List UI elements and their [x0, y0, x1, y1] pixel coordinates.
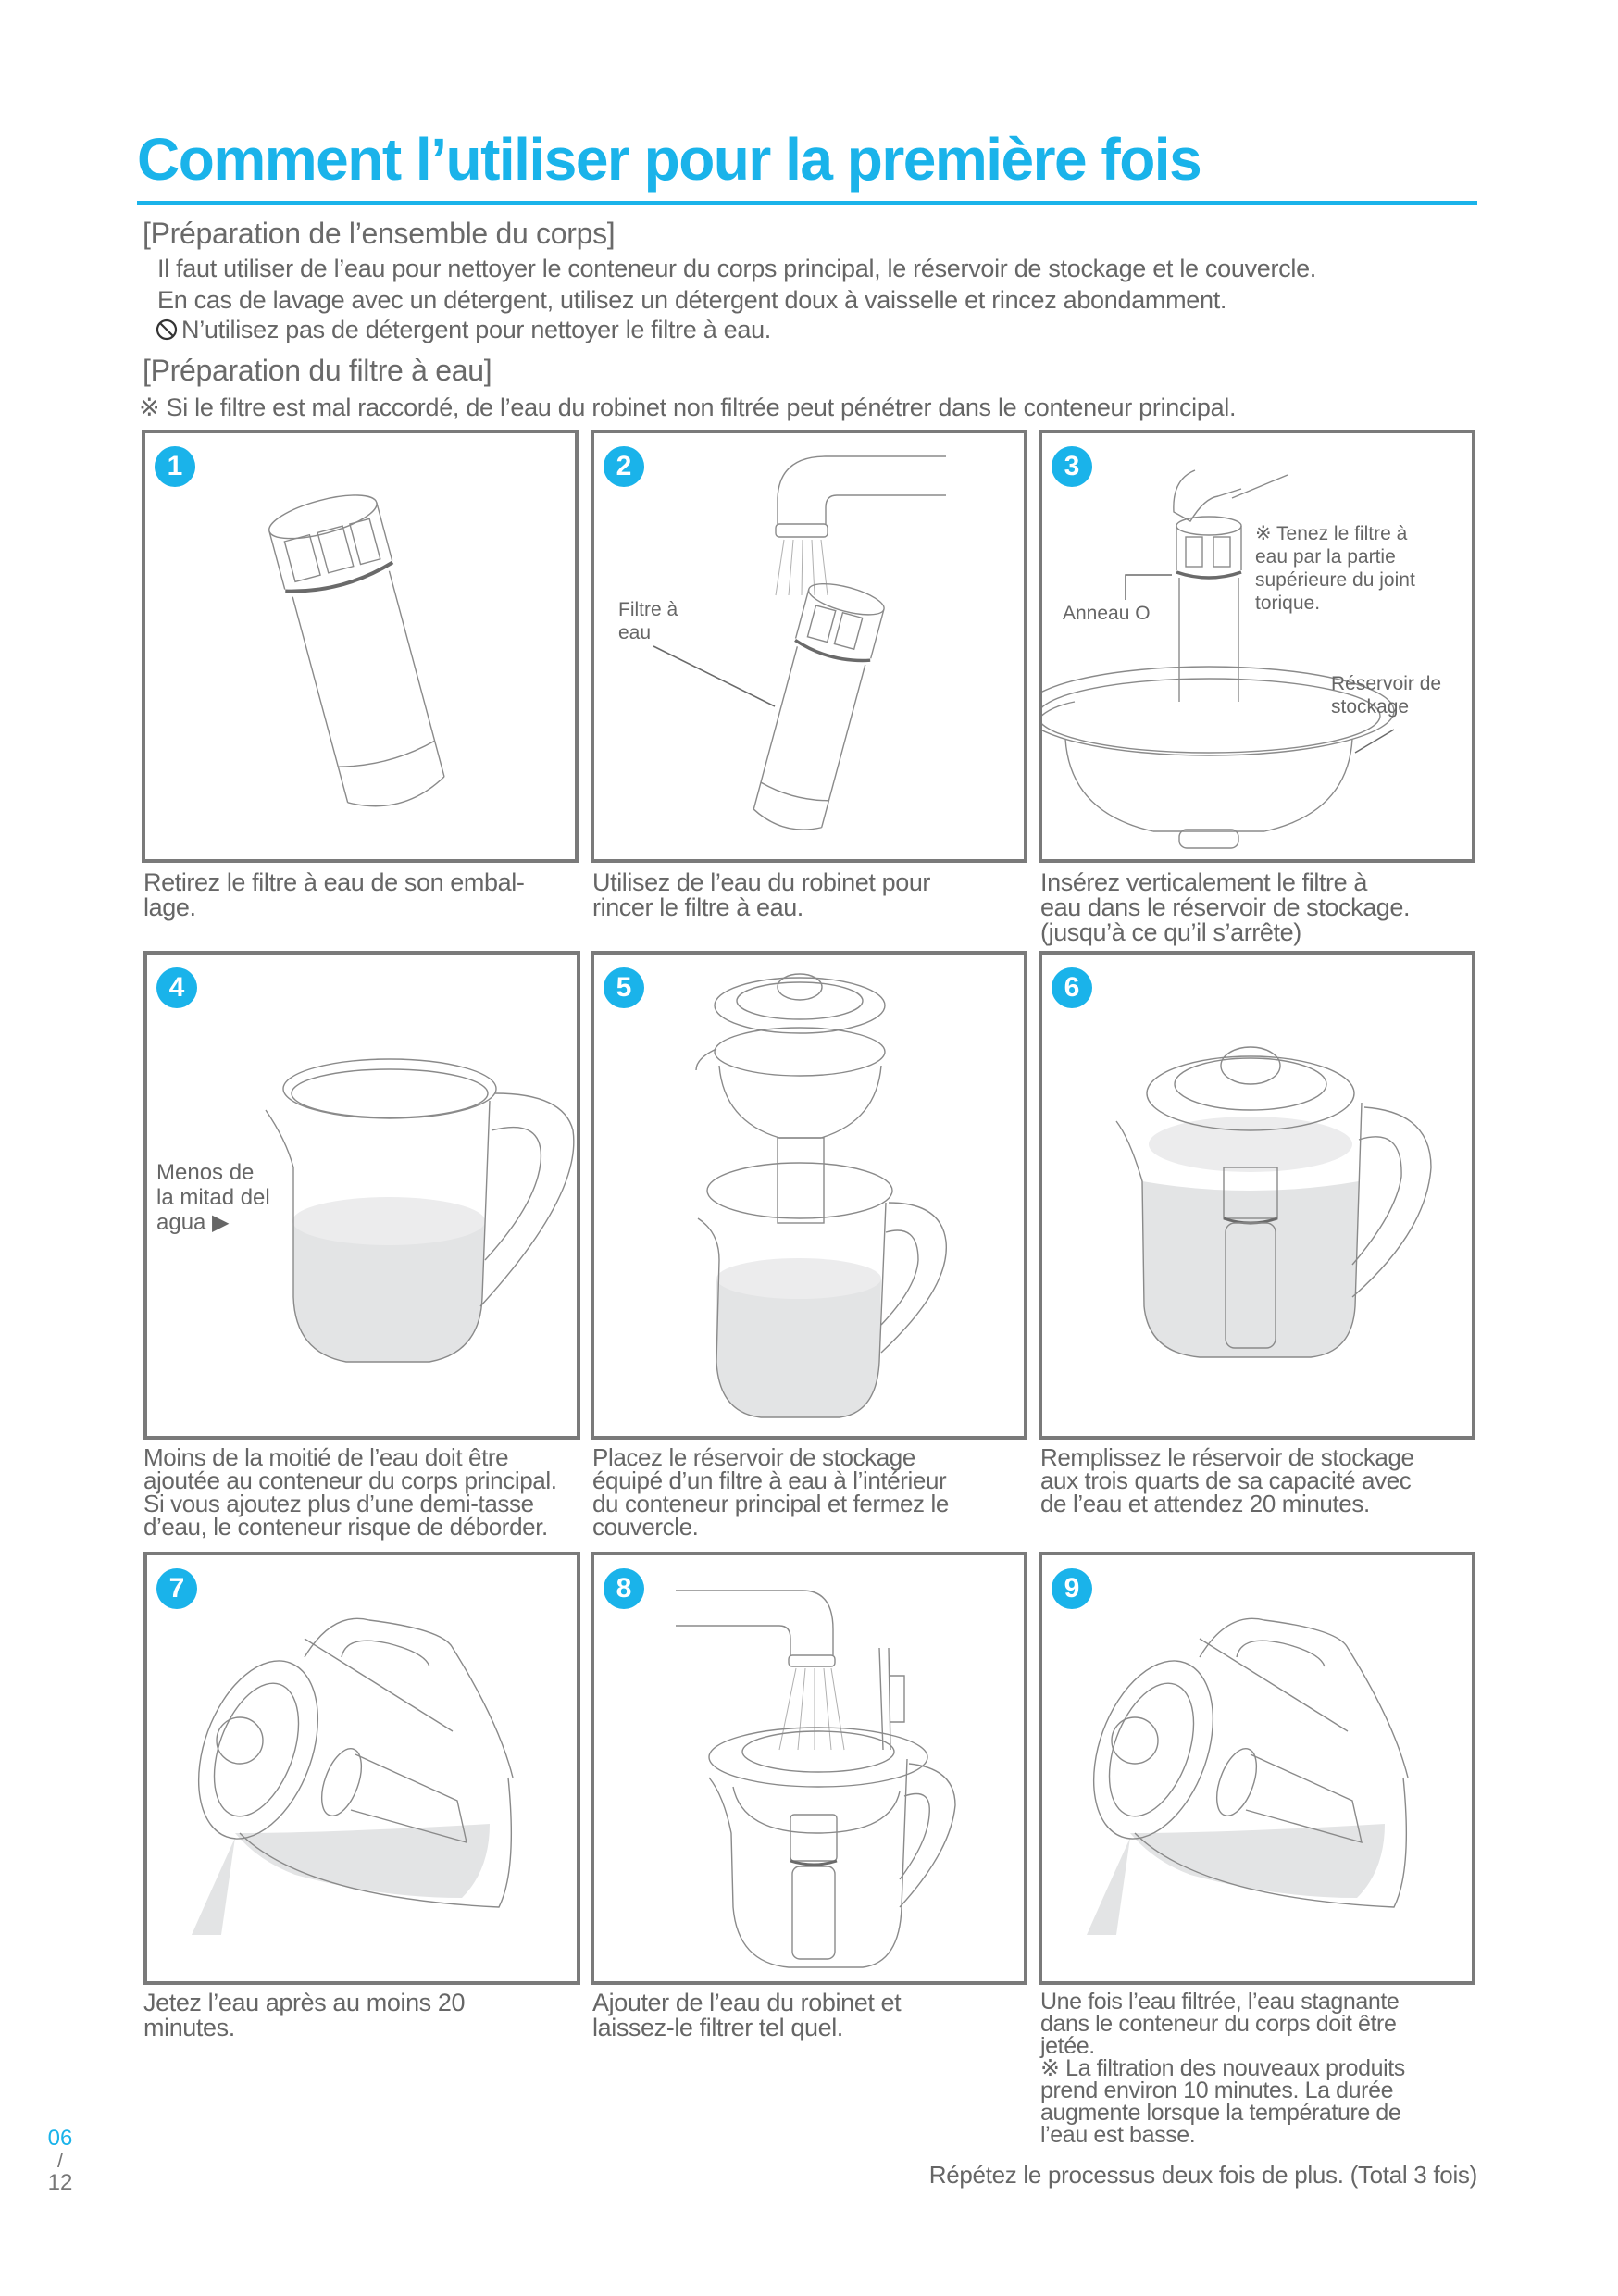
hold-filter-note: ※ Tenez le filtre à eau par la partie supérieure du joint torique.	[1255, 523, 1415, 614]
step-panel-2	[591, 430, 1027, 863]
step-number-badge: 7	[156, 1568, 197, 1609]
discard-water-illustration	[1042, 1555, 1472, 1981]
warning-line	[156, 314, 771, 345]
step-caption-8: Ajouter de l’eau du robinet et laissez-le filtrer tel quel.	[592, 1989, 902, 2041]
filter-note: ※ Si le filtre est mal raccordé, de l’eau du robinet non filtrée peut pénétrer dans le conteneur principal.	[139, 393, 1237, 421]
step-number-badge: 9	[1052, 1568, 1092, 1609]
step-caption-3: Insérez verticalement le filtre à eau dans le réservoir de stockage. (jusqu’à ce qu’il s’arrête)	[1040, 868, 1411, 946]
filter-cartridge-illustration	[145, 433, 575, 859]
o-ring-label: Anneau O	[1063, 603, 1151, 624]
step-panel-4	[143, 951, 580, 1440]
step-caption-7: Jetez l’eau après au moins 20 minutes.	[143, 1989, 466, 2041]
step-panel-6	[1039, 951, 1475, 1440]
step-panel-3	[1039, 430, 1475, 863]
half-water-label: Menos de la mitad del agua ▶	[156, 1160, 270, 1235]
step-panel-7	[143, 1552, 580, 1985]
step-caption-9: Une fois l’eau filtrée, l’eau stagnante dans le conteneur du corps doit être jetée. ※ La filtration des nouveaux produits prend environ 10 minutes. La durée augmente lorsque la température de l’eau est basse.	[1040, 1989, 1405, 2148]
step-caption-2: Utilisez de l’eau du robinet pour rincer le filtre à eau.	[592, 868, 931, 921]
insert-filter-reservoir-illustration	[1042, 433, 1472, 859]
repeat-process-note: Répétez le processus deux fois de plus. (Total 3 fois)	[928, 2161, 1477, 2189]
step-panel-9	[1039, 1552, 1475, 1985]
warning-text: N’utilisez pas de détergent pour nettoyer le filtre à eau.	[181, 316, 771, 343]
no-entry-icon	[156, 318, 178, 341]
step-caption-1: Retirez le filtre à eau de son embal- lage.	[143, 868, 525, 921]
step-panel-1	[142, 430, 579, 863]
page-separator: /	[56, 2149, 64, 2172]
body-instruction-line: En cas de lavage avec un détergent, utilisez un détergent doux à vaisselle et rincez abondamment.	[157, 286, 1227, 314]
step-number-badge: 1	[155, 446, 195, 487]
step-caption-4: Moins de la moitié de l’eau doit être ajoutée au conteneur du corps principal. Si vous ajoutez plus d’une demi-tasse d’eau, le conteneur risque de déborder.	[143, 1443, 557, 1541]
page-total: 12	[47, 2170, 73, 2195]
step-number-badge: 4	[156, 967, 197, 1008]
section-heading-filter: [Préparation du filtre à eau]	[143, 354, 492, 387]
filter-label: Filtre à eau	[618, 599, 678, 643]
step-number-badge: 2	[604, 446, 644, 487]
step-panel-8	[591, 1552, 1027, 1985]
pour-out-water-illustration	[147, 1555, 577, 1981]
fill-reservoir-illustration	[1042, 955, 1472, 1436]
assemble-reservoir-illustration	[594, 955, 1024, 1436]
page-title: Comment l’utiliser pour la première fois	[137, 126, 1201, 193]
page-number	[37, 2126, 83, 2196]
step-caption-6: Remplissez le réservoir de stockage aux trois quarts de sa capacité avec de l’eau et attendez 20 minutes.	[1040, 1443, 1414, 1517]
step-number-badge: 8	[604, 1568, 644, 1609]
step-caption-5: Placez le réservoir de stockage équipé d’un filtre à eau à l’intérieur du conteneur principal et fermez le couvercle.	[592, 1443, 949, 1541]
section-heading-body: [Préparation de l’ensemble du corps]	[143, 217, 616, 250]
step-number-badge: 5	[604, 967, 644, 1008]
step-number-badge: 3	[1052, 446, 1092, 487]
page-current: 06	[47, 2126, 73, 2151]
step-panel-5	[591, 951, 1027, 1440]
faucet-rinse-illustration	[594, 433, 1024, 859]
step-number-badge: 6	[1052, 967, 1092, 1008]
tap-water-filtering-illustration	[594, 1555, 1024, 1981]
title-underline	[137, 201, 1477, 205]
body-instruction-line: Il faut utiliser de l’eau pour nettoyer le conteneur du corps principal, le réservoir de stockage et le couvercle.	[157, 255, 1316, 282]
reservoir-label: Réservoir de stockage	[1331, 673, 1442, 718]
